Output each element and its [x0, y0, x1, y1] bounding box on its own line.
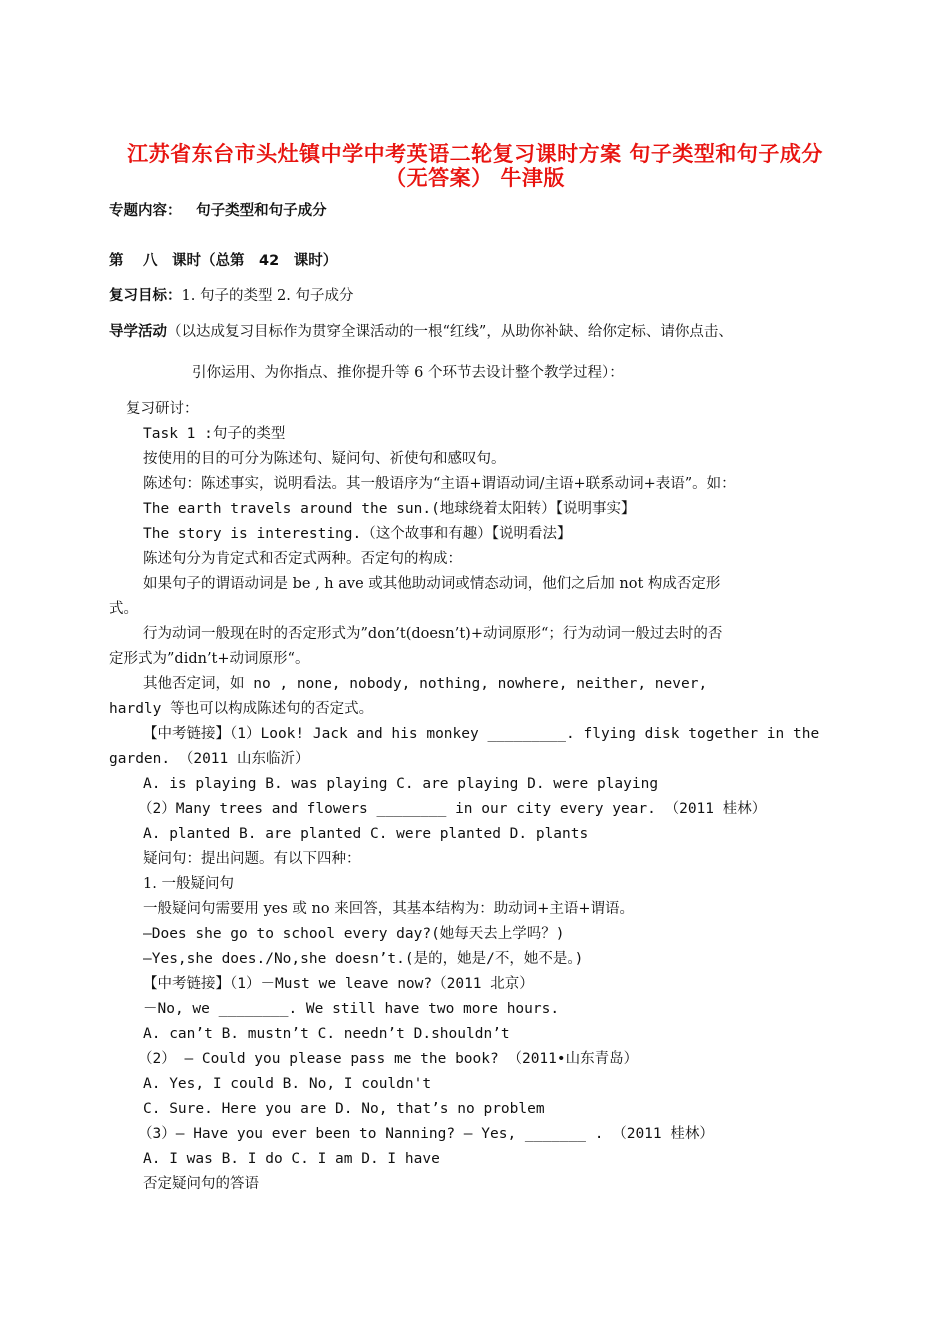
text-line: 式。: [109, 601, 138, 617]
text-line: A. planted B. are planted C. were planted D. plants: [143, 826, 589, 842]
text-line: －No, we ________. We still have two more hours.: [143, 1001, 560, 1017]
text-line: garden. （2011 山东临沂）: [109, 751, 310, 767]
text-line: 【中考链接】（1）－Must we leave now?（2011 北京）: [143, 976, 534, 992]
text-line: The earth travels around the sun.(地球绕着太阳转）【说明事实】: [143, 501, 636, 517]
text-line: 行为动词一般现在时的否定形式为”don’t(doesn’t)+动词原形“；行为动词一般过去时的否: [143, 626, 723, 642]
topic-value: 句子类型和句子成分: [196, 203, 327, 219]
text-line: 按使用的目的可分为陈述句、疑问句、祈使句和感叹句。: [143, 451, 506, 467]
text-line: 陈述句分为肯定式和否定式两种。否定句的构成：: [143, 551, 462, 567]
text-line: A. Yes, I could B. No, I couldn't: [143, 1076, 432, 1092]
goal-label: 复习目标：: [109, 288, 182, 304]
text-line: 定形式为”didn’t+动词原形“。: [109, 651, 310, 667]
text-line: 1. 一般疑问句: [143, 876, 234, 892]
text-line: 其他否定词，如 no , none, nobody, nothing, nowhere, neither, never,: [143, 676, 708, 692]
text-line: 疑问句：提出问题。有以下四种：: [143, 851, 361, 867]
text-line: —Yes,she does./No,she doesn’t.(是的，她是/不，她不是。): [143, 951, 584, 967]
text-line: A. I was B. I do C. I am D. I have: [143, 1151, 440, 1167]
text-line: C. Sure. Here you are D. No, that’s no problem: [143, 1101, 545, 1117]
text-line: 陈述句：陈述事实，说明看法。其一般语序为“主语+谓语动词/主语+联系动词+表语”。如：: [143, 476, 736, 492]
text-line: A. is playing B. was playing C. are playing D. were playing: [143, 776, 659, 792]
guide-line2: 引你运用、为你指点、推你提升等 6 个环节去设计整个教学过程）：: [192, 365, 624, 381]
guide-row: [109, 322, 733, 342]
text-line: A. can’t B. mustn’t C. needn’t D.shouldn’t: [143, 1026, 510, 1042]
text-line: Task 1 :句子的类型: [143, 426, 286, 442]
text-line: （2） — Could you please pass me the book? （2011•山东青岛）: [138, 1051, 639, 1067]
text-line: 【中考链接】（1）Look! Jack and his monkey _________. flying disk together in the: [143, 726, 820, 742]
goal-row: [109, 286, 354, 306]
text-line: （3）— Have you ever been to Nanning? — Yes, _______ . （2011 桂林）: [138, 1126, 714, 1142]
text-line: hardly 等也可以构成陈述句的否定式。: [109, 701, 374, 717]
topic-row: [109, 201, 327, 221]
lesson-line: 第 八 课时（总第 42 课时）: [109, 253, 338, 269]
topic-label: 专题内容：: [109, 203, 182, 219]
guide-line1: （以达成复习目标作为贯穿全课活动的一根“红线”，从助你补缺、给你定标、请你点击、: [167, 324, 733, 340]
text-line: The story is interesting.（这个故事和有趣）【说明看法】: [143, 526, 572, 542]
text-line: 一般疑问句需要用 yes 或 no 来回答，其基本结构为：助动词+主语+谓语。: [143, 901, 635, 917]
text-line: 如果句子的谓语动词是 be , h ave 或其他助动词或情态动词，他们之后加 not 构成否定形: [143, 576, 721, 592]
goal-value: 1. 句子的类型 2. 句子成分: [181, 288, 354, 304]
document-title-line2: （无答案） 牛津版: [385, 166, 565, 190]
guide-label: 导学活动: [109, 324, 167, 340]
document-title-line1: 江苏省东台市头灶镇中学中考英语二轮复习课时方案 句子类型和句子成分: [127, 142, 823, 166]
text-line: —Does she go to school every day?(她每天去上学吗？): [143, 926, 565, 942]
text-line: （2）Many trees and flowers ________ in our city every year. （2011 桂林）: [138, 801, 767, 817]
review-heading: 复习研讨：: [126, 401, 199, 417]
text-line: 否定疑问句的答语: [143, 1176, 259, 1192]
